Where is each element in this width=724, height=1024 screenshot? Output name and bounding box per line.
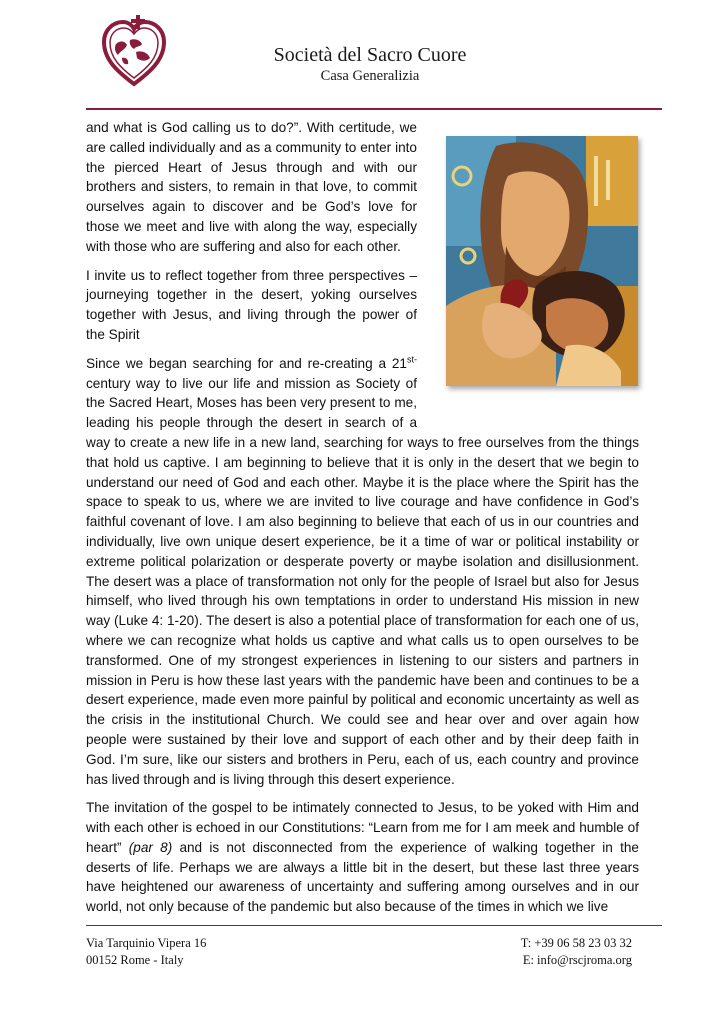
constitution-reference: (par 8) — [128, 839, 173, 855]
sacred-heart-globe-logo-icon — [100, 14, 168, 88]
paragraph: Since we began searching for and re-creating a $21^{st-}$ century way to live our life and mission as Society of the Sacred Heart, Moses has been very present to me, leading his people through the desert in search of a way to create a new life in a new land, searching for ways to free ourselves from the things that hold us captive. I am beginning to believe that it is only in the desert that we begin to understand our need of God and each other. Maybe it is the place where the Spirit has the space to speak to us, where we are invited to live courage and have confidence in God’s faithful covenant of love. I am also beginning to believe that each of us in our countries and individually, live own unique desert experience, be it a time of war or political instability or extreme political polarization or desperate poverty or maybe isolation and disillusionment. The desert was a place of transformation not only for the people of Israel but also for Jesus himself, who lived through his own temptations in order to understand His mission in new way (Luke 4: 1-20). The desert is also a potential place of transformation for each one of us, where we can recognize what holds us captive and what calls us to open ourselves to be transformed. One of my strongest experiences in listening to our sisters and partners in mission in Peru is how these last years with the pandemic have been and continues to be a desert experience, made even more painful by political and economic uncertainty as well as the crisis in the institutional Church. We could see and hear over and over again how people were sustained by their love and support of each other and by their deep faith in God. I’m sure, like our sisters and brothers in Peru, each of us, each country and province has lived through and is living through this desert experience. — [86, 354, 639, 787]
ordinal-superscript: st- — [407, 354, 417, 365]
footer-divider — [86, 925, 662, 926]
address-line: 00152 Rome - Italy — [86, 953, 184, 967]
paragraph: The invitation of the gospel to be intimately connected to Jesus, to be yoked with Him and with each other is echoed in our Constitutions: “Learn from me for I am meek and humble of heart” (par 8) and is not disconnected from the experience of walking together in the deserts of life. Perhaps we are always a little bit in the desert, but these last three years have heightened our awareness of uncertainty and suffering among ourselves and in our world, not only because of the pandemic but also because of the times in which we live — [86, 800, 639, 915]
footer-address — [86, 935, 206, 969]
letter-body — [86, 118, 639, 926]
paragraph: and what is God calling us to do?”. With certitude, we are called individually and as a community to enter into the pierced Heart of Jesus through and with our brothers and sisters, to remain in that love, to commit ourselves again to discover and be God’s love for those we meet and live with along the way, especially with those who are suffering and also for each other. — [86, 120, 417, 254]
header-divider — [86, 108, 662, 110]
address-line: Via Tarquinio Vipera 16 — [86, 936, 207, 950]
organization-subtitle: Casa Generalizia — [320, 68, 420, 84]
footer-contact — [521, 935, 632, 969]
email-address: E: info@rscjroma.org — [522, 953, 632, 967]
phone-number: T: +39 06 58 23 03 32 — [520, 936, 632, 950]
paragraph: I invite us to reflect together from three perspectives – journeying together in the desert, yoking ourselves together with Jesus, and living through the power of the Spirit — [86, 267, 417, 342]
organization-name: Società del Sacro Cuore — [273, 44, 467, 66]
